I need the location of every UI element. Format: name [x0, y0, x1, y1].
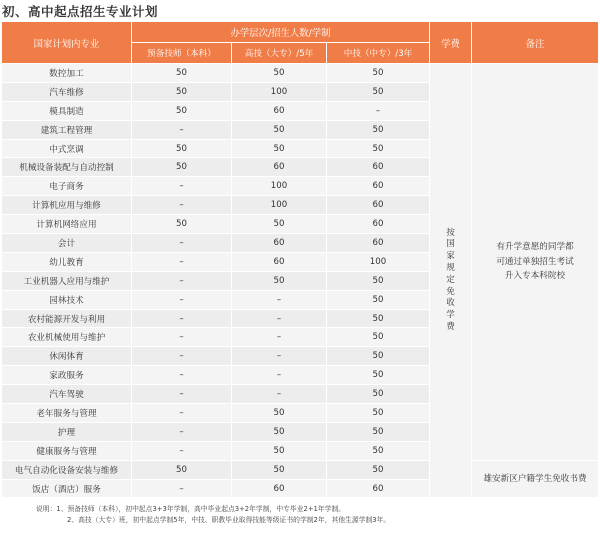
college-count-cell: –	[232, 385, 327, 404]
technician-count-cell: –	[132, 404, 232, 423]
technician-count-cell: 50	[132, 139, 232, 158]
college-count-cell: 50	[232, 460, 327, 479]
secondary-count-cell: 100	[327, 252, 430, 271]
page-title: 初、高中起点招生专业计划	[2, 4, 159, 19]
enrollment-plan-table	[1, 21, 599, 498]
notes	[36, 504, 390, 526]
secondary-count-cell: 50	[327, 404, 430, 423]
college-count-cell: 60	[232, 479, 327, 498]
technician-count-cell: –	[132, 347, 232, 366]
secondary-count-cell: 50	[327, 328, 430, 347]
header-remarks: 备注	[472, 22, 599, 64]
secondary-count-cell: 50	[327, 139, 430, 158]
table-row	[2, 460, 599, 479]
college-count-cell: 50	[232, 215, 327, 234]
technician-count-cell: –	[132, 271, 232, 290]
secondary-count-cell: 50	[327, 290, 430, 309]
secondary-count-cell: 50	[327, 366, 430, 385]
secondary-count-cell: 50	[327, 441, 430, 460]
major-name-cell: 家政服务	[2, 366, 132, 385]
college-count-cell: 60	[232, 101, 327, 120]
major-name-cell: 老年服务与管理	[2, 404, 132, 423]
major-name-cell: 农业机械使用与维护	[2, 328, 132, 347]
major-name-cell: 机械设备装配与自动控制	[2, 158, 132, 177]
major-name-cell: 幼儿教育	[2, 252, 132, 271]
technician-count-cell: –	[132, 252, 232, 271]
technician-count-cell: –	[132, 441, 232, 460]
tuition-cell	[430, 64, 472, 498]
secondary-count-cell: 60	[327, 479, 430, 498]
secondary-count-cell: 50	[327, 82, 430, 101]
major-name-cell: 中式烹调	[2, 139, 132, 158]
major-name-cell: 计算机应用与维修	[2, 196, 132, 215]
secondary-count-cell: 50	[327, 309, 430, 328]
secondary-count-cell: 50	[327, 120, 430, 139]
technician-count-cell: –	[132, 309, 232, 328]
college-count-cell: –	[232, 290, 327, 309]
technician-count-cell: –	[132, 479, 232, 498]
college-count-cell: 60	[232, 158, 327, 177]
table-body	[2, 64, 599, 498]
technician-count-cell: –	[132, 422, 232, 441]
major-name-cell: 会计	[2, 234, 132, 253]
major-name-cell: 数控加工	[2, 64, 132, 83]
major-name-cell: 建筑工程管理	[2, 120, 132, 139]
secondary-count-cell: 60	[327, 234, 430, 253]
technician-count-cell: 50	[132, 82, 232, 101]
remark-text: 有升学意愿的同学都可通过单独招生考试升入专本科院校	[496, 242, 574, 282]
technician-count-cell: –	[132, 290, 232, 309]
remark-cell	[472, 64, 599, 461]
technician-count-cell: 50	[132, 158, 232, 177]
technician-count-cell: –	[132, 196, 232, 215]
header-major: 国家计划内专业	[2, 22, 132, 64]
secondary-count-cell: –	[327, 101, 430, 120]
major-name-cell: 电气自动化设备安装与维修	[2, 460, 132, 479]
remark-cell-xiongan: 雄安新区户籍学生免收书费	[472, 460, 599, 498]
header-levels-group: 办学层次/招生人数/学制	[132, 22, 430, 43]
college-count-cell: 50	[232, 120, 327, 139]
header-level-technician: 预备技师（本科）	[132, 43, 232, 64]
note-line-1: 说明：1、预备技师（本科），初中起点3+3年学制，高中毕业起点3+2年学制，中专毕业2+1年学制。	[36, 505, 346, 513]
note-line-2: 2、高技（大专）班，初中起点学制5年，中技、职教毕业取得技能等级证书的学制2年，其他生源学制3年。	[67, 516, 391, 524]
technician-count-cell: –	[132, 120, 232, 139]
college-count-cell: 50	[232, 441, 327, 460]
secondary-count-cell: 60	[327, 196, 430, 215]
college-count-cell: –	[232, 328, 327, 347]
college-count-cell: –	[232, 347, 327, 366]
technician-count-cell: –	[132, 366, 232, 385]
secondary-count-cell: 50	[327, 347, 430, 366]
major-name-cell: 汽车驾驶	[2, 385, 132, 404]
college-count-cell: 50	[232, 64, 327, 83]
secondary-count-cell: 50	[327, 460, 430, 479]
technician-count-cell: –	[132, 234, 232, 253]
major-name-cell: 农村能源开发与利用	[2, 309, 132, 328]
secondary-count-cell: 50	[327, 385, 430, 404]
secondary-count-cell: 50	[327, 64, 430, 83]
technician-count-cell: 50	[132, 101, 232, 120]
technician-count-cell: –	[132, 385, 232, 404]
major-name-cell: 电子商务	[2, 177, 132, 196]
college-count-cell: –	[232, 309, 327, 328]
college-count-cell: 100	[232, 196, 327, 215]
college-count-cell: 50	[232, 422, 327, 441]
header-level-secondary: 中技（中专）/3年	[327, 43, 430, 64]
college-count-cell: 50	[232, 139, 327, 158]
tuition-text: 按国家规定免收学费	[446, 227, 455, 333]
major-name-cell: 计算机网络应用	[2, 215, 132, 234]
header-tuition: 学费	[430, 22, 472, 64]
college-count-cell: –	[232, 366, 327, 385]
technician-count-cell: 50	[132, 64, 232, 83]
college-count-cell: 60	[232, 234, 327, 253]
secondary-count-cell: 50	[327, 271, 430, 290]
major-name-cell: 休闲体育	[2, 347, 132, 366]
college-count-cell: 100	[232, 82, 327, 101]
secondary-count-cell: 60	[327, 215, 430, 234]
major-name-cell: 护理	[2, 422, 132, 441]
major-name-cell: 工业机器人应用与维护	[2, 271, 132, 290]
technician-count-cell: –	[132, 328, 232, 347]
college-count-cell: 100	[232, 177, 327, 196]
college-count-cell: 50	[232, 271, 327, 290]
major-name-cell: 园林技术	[2, 290, 132, 309]
technician-count-cell: 50	[132, 460, 232, 479]
secondary-count-cell: 60	[327, 177, 430, 196]
college-count-cell: 60	[232, 252, 327, 271]
header-level-college: 高技（大专）/5年	[232, 43, 327, 64]
major-name-cell: 饭店（酒店）服务	[2, 479, 132, 498]
table-row	[2, 64, 599, 83]
technician-count-cell: –	[132, 177, 232, 196]
college-count-cell: 50	[232, 404, 327, 423]
major-name-cell: 健康服务与管理	[2, 441, 132, 460]
secondary-count-cell: 60	[327, 158, 430, 177]
major-name-cell: 汽车维修	[2, 82, 132, 101]
major-name-cell: 模具制造	[2, 101, 132, 120]
technician-count-cell: 50	[132, 215, 232, 234]
secondary-count-cell: 50	[327, 422, 430, 441]
